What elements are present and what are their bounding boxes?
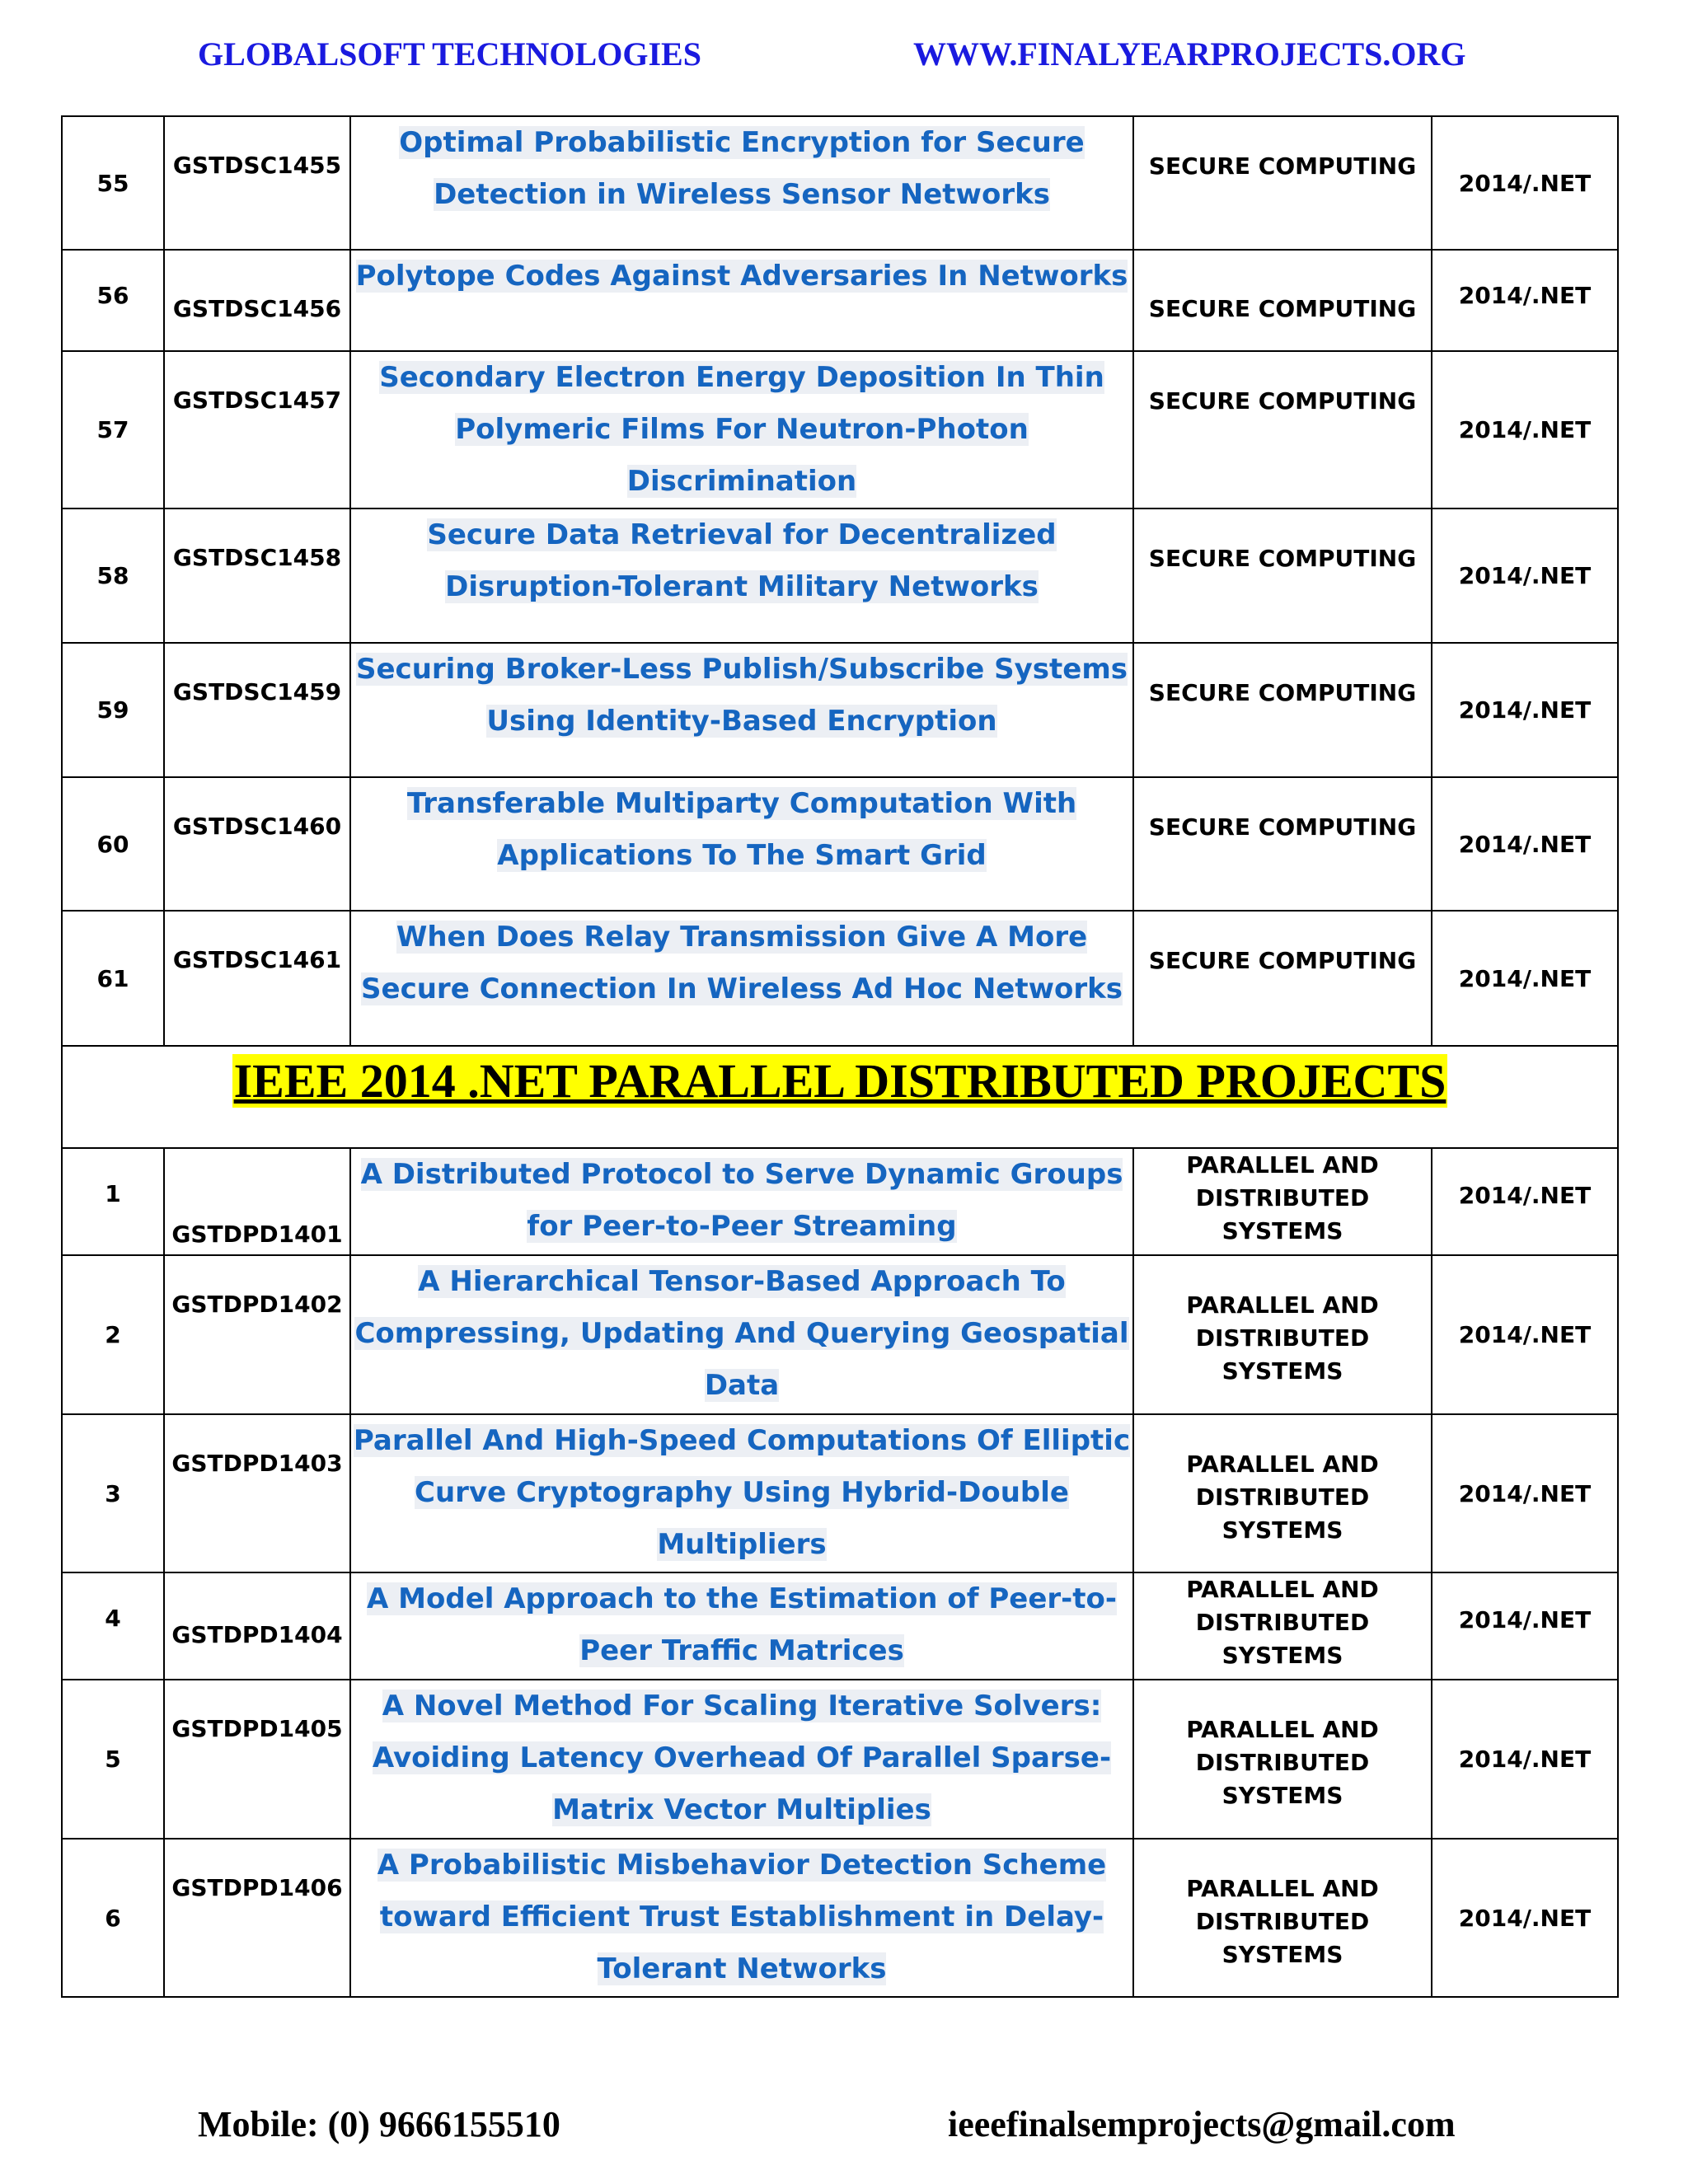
project-code: GSTDPD1401: [164, 1148, 350, 1255]
project-year: 2014/.NET: [1432, 643, 1618, 777]
project-domain: SECURE COMPUTING: [1133, 351, 1432, 509]
row-number: 3: [62, 1414, 164, 1572]
project-title: [350, 777, 1133, 911]
project-title: [350, 1148, 1133, 1255]
project-code: GSTDSC1455: [164, 116, 350, 250]
project-domain: PARALLEL AND DISTRIBUTED SYSTEMS: [1133, 1414, 1432, 1572]
project-code: GSTDPD1402: [164, 1255, 350, 1414]
project-title: [350, 1255, 1133, 1414]
project-code: GSTDSC1456: [164, 250, 350, 351]
project-domain: SECURE COMPUTING: [1133, 643, 1432, 777]
table-row: [62, 643, 1618, 777]
project-code: GSTDSC1459: [164, 643, 350, 777]
project-code: GSTDSC1461: [164, 911, 350, 1046]
table-row: [62, 777, 1618, 911]
row-number: 60: [62, 777, 164, 911]
project-year: 2014/.NET: [1432, 911, 1618, 1046]
section-row: [62, 1046, 1618, 1148]
project-title-text: A Distributed Protocol to Serve Dynamic Groups for Peer-to-Peer Streaming: [360, 1158, 1123, 1243]
project-title: [350, 116, 1133, 250]
project-year: 2014/.NET: [1432, 1148, 1618, 1255]
project-domain: PARALLEL AND DISTRIBUTED SYSTEMS: [1133, 1680, 1432, 1839]
table-row: [62, 250, 1618, 351]
page-header: [0, 35, 1688, 84]
project-domain: SECURE COMPUTING: [1133, 116, 1432, 250]
row-number: 56: [62, 250, 164, 351]
project-year: 2014/.NET: [1432, 250, 1618, 351]
project-year: 2014/.NET: [1432, 1680, 1618, 1839]
project-title: [350, 911, 1133, 1046]
project-domain: PARALLEL AND DISTRIBUTED SYSTEMS: [1133, 1255, 1432, 1414]
project-year: 2014/.NET: [1432, 1572, 1618, 1680]
project-year: 2014/.NET: [1432, 1255, 1618, 1414]
mobile-number: Mobile: (0) 9666155510: [198, 2104, 560, 2144]
section-heading-cell: [62, 1046, 1618, 1148]
contact-email[interactable]: ieeefinalsemprojects@gmail.com: [948, 2104, 1456, 2144]
table-row: [62, 911, 1618, 1046]
table-row: [62, 1680, 1618, 1839]
project-code: GSTDSC1460: [164, 777, 350, 911]
row-number: 1: [62, 1148, 164, 1255]
project-domain: PARALLEL AND DISTRIBUTED SYSTEMS: [1133, 1839, 1432, 1997]
section-title: IEEE 2014 .NET PARALLEL DISTRIBUTED PROJECTS: [233, 1054, 1447, 1108]
row-number: 59: [62, 643, 164, 777]
project-year: 2014/.NET: [1432, 1414, 1618, 1572]
project-year: 2014/.NET: [1432, 1839, 1618, 1997]
project-code: GSTDPD1406: [164, 1839, 350, 1997]
project-domain: SECURE COMPUTING: [1133, 250, 1432, 351]
project-title: [350, 643, 1133, 777]
table-row: [62, 1572, 1618, 1680]
project-year: 2014/.NET: [1432, 777, 1618, 911]
project-title: [350, 509, 1133, 643]
project-title-text: Optimal Probabilistic Encryption for Secure Detection in Wireless Sensor Networks: [399, 126, 1085, 211]
table-row: [62, 1148, 1618, 1255]
project-code: GSTDPD1405: [164, 1680, 350, 1839]
project-title-text: Secure Data Retrieval for Decentralized Disruption-Tolerant Military Networks: [427, 518, 1057, 603]
table-row: [62, 1414, 1618, 1572]
row-number: 2: [62, 1255, 164, 1414]
project-domain: SECURE COMPUTING: [1133, 777, 1432, 911]
project-code: GSTDPD1404: [164, 1572, 350, 1680]
project-title: [350, 1414, 1133, 1572]
project-year: 2014/.NET: [1432, 351, 1618, 509]
table-row: [62, 116, 1618, 250]
row-number: 58: [62, 509, 164, 643]
project-domain: SECURE COMPUTING: [1133, 509, 1432, 643]
row-number: 61: [62, 911, 164, 1046]
row-number: 6: [62, 1839, 164, 1997]
website-url[interactable]: WWW.FINALYEARPROJECTS.ORG: [913, 35, 1466, 73]
project-title: [350, 1839, 1133, 1997]
row-number: 55: [62, 116, 164, 250]
page-footer: [0, 2103, 1688, 2153]
project-title-text: A Model Approach to the Estimation of Peer-to-Peer Traffic Matrices: [367, 1582, 1117, 1667]
project-title-text: A Novel Method For Scaling Iterative Solvers: Avoiding Latency Overhead Of Parallel Sparse-Matrix Vector Multiplies: [372, 1690, 1112, 1826]
project-title-text: When Does Relay Transmission Give A More Secure Connection In Wireless Ad Hoc Networks: [361, 921, 1123, 1005]
project-domain: PARALLEL AND DISTRIBUTED SYSTEMS: [1133, 1572, 1432, 1680]
project-domain: SECURE COMPUTING: [1133, 911, 1432, 1046]
project-code: GSTDPD1403: [164, 1414, 350, 1572]
project-title-text: Transferable Multiparty Computation With Applications To The Smart Grid: [406, 787, 1077, 872]
project-year: 2014/.NET: [1432, 509, 1618, 643]
table-row: [62, 351, 1618, 509]
project-title-text: Parallel And High-Speed Computations Of Elliptic Curve Cryptography Using Hybrid-Double Multipliers: [353, 1424, 1131, 1561]
company-name: GLOBALSOFT TECHNOLOGIES: [198, 35, 701, 73]
project-title-text: Polytope Codes Against Adversaries In Networks: [355, 260, 1128, 293]
table-row: [62, 1255, 1618, 1414]
table-row: [62, 509, 1618, 643]
project-title-text: Securing Broker-Less Publish/Subscribe Systems Using Identity-Based Encryption: [356, 653, 1128, 738]
project-year: 2014/.NET: [1432, 116, 1618, 250]
row-number: 5: [62, 1680, 164, 1839]
project-code: GSTDSC1458: [164, 509, 350, 643]
table-row: [62, 1839, 1618, 1997]
row-number: 4: [62, 1572, 164, 1680]
projects-table: [61, 115, 1619, 1998]
row-number: 57: [62, 351, 164, 509]
project-title-text: A Hierarchical Tensor-Based Approach To Compressing, Updating And Querying Geospatial Data: [354, 1265, 1129, 1402]
project-title-text: Secondary Electron Energy Deposition In Thin Polymeric Films For Neutron-Photon Discrimination: [379, 361, 1104, 498]
project-title: [350, 250, 1133, 351]
project-domain: PARALLEL AND DISTRIBUTED SYSTEMS: [1133, 1148, 1432, 1255]
project-title: [350, 1572, 1133, 1680]
project-title: [350, 351, 1133, 509]
project-code: GSTDSC1457: [164, 351, 350, 509]
project-title-text: A Probabilistic Misbehavior Detection Scheme toward Efficient Trust Establishment in Delay-Tolerant Networks: [377, 1849, 1107, 1985]
project-title: [350, 1680, 1133, 1839]
